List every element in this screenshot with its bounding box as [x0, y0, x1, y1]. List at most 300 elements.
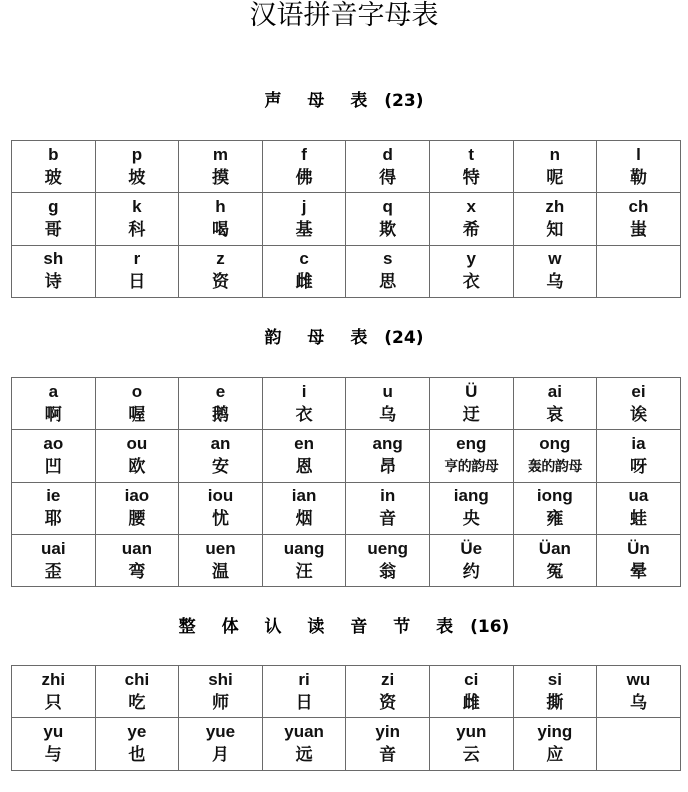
pinyin-letter: ua [628, 486, 649, 506]
example-character: 希 [462, 219, 480, 240]
pinyin-letter: u [382, 381, 393, 401]
table-cell [12, 718, 96, 770]
example-character: 科 [128, 219, 146, 240]
example-character: 衣 [462, 272, 480, 293]
example-character: 佛 [295, 167, 313, 188]
table-cell [346, 666, 430, 718]
letter-entry [12, 141, 95, 192]
table-cell [429, 482, 513, 534]
example-character: 烟 [295, 509, 313, 530]
example-character: 蚩 [629, 219, 647, 240]
example-character: 远 [295, 744, 313, 765]
example-character: 呀 [629, 456, 647, 477]
letter-entry [597, 666, 680, 717]
initials-table [11, 140, 681, 298]
table-cell [513, 378, 597, 430]
table-cell [179, 718, 263, 770]
letter-entry [179, 193, 262, 244]
pinyin-letter: si [547, 669, 562, 689]
example-character: 知 [546, 219, 564, 240]
pinyin-letter: in [380, 486, 396, 506]
pinyin-letter: uan [121, 538, 152, 558]
example-character: 得 [379, 167, 397, 188]
pinyin-letter: h [215, 196, 226, 216]
letter-entry [514, 246, 597, 297]
pinyin-letter: Ü [465, 381, 478, 401]
table-cell [95, 378, 179, 430]
letter-entry [597, 378, 680, 429]
example-character: 吃 [128, 692, 146, 713]
example-character: 呢 [546, 167, 564, 188]
table-cell [597, 193, 681, 245]
page-title: 汉语拼音字母表 [249, 0, 439, 31]
letter-entry [597, 193, 680, 244]
example-character: 坡 [128, 167, 146, 188]
letter-entry [346, 246, 429, 297]
table-cell [179, 534, 263, 586]
example-character: 特 [462, 167, 480, 188]
pinyin-letter: wu [626, 669, 651, 689]
table-cell [597, 482, 681, 534]
letter-entry [430, 666, 513, 717]
table-cell [262, 193, 346, 245]
example-character: 雌 [462, 692, 480, 713]
table-cell [513, 245, 597, 297]
example-character: 忧 [211, 509, 229, 530]
letter-entry [96, 718, 179, 769]
table-row [12, 193, 681, 245]
pinyin-letter: p [131, 144, 143, 164]
table-cell [597, 141, 681, 193]
pinyin-letter: yin [375, 721, 400, 741]
table-cell [513, 718, 597, 770]
example-character: 央 [462, 509, 480, 530]
finals-heading-text: 韵 母 表 [264, 328, 377, 348]
letter-entry [514, 430, 597, 481]
table-cell [95, 430, 179, 482]
example-character: 勒 [629, 167, 647, 188]
table-row [12, 141, 681, 193]
table-cell [12, 534, 96, 586]
example-character: 翁 [379, 561, 397, 582]
letter-entry [179, 430, 262, 481]
pinyin-letter: iao [124, 486, 150, 506]
table-cell [429, 245, 513, 297]
table-cell [262, 666, 346, 718]
example-character: 哀 [546, 404, 564, 425]
example-character: 音 [379, 744, 397, 765]
pinyin-letter: t [468, 144, 475, 164]
table-cell [597, 245, 681, 297]
table-cell [513, 193, 597, 245]
pinyin-letter: ou [126, 433, 148, 453]
letter-entry [12, 535, 95, 586]
table-cell [12, 430, 96, 482]
table-cell [12, 482, 96, 534]
letter-entry [12, 430, 95, 481]
table-cell [179, 141, 263, 193]
table-cell [262, 718, 346, 770]
letter-entry [96, 535, 179, 586]
table-cell [12, 193, 96, 245]
table-cell [429, 193, 513, 245]
table-cell [513, 482, 597, 534]
example-character: 师 [211, 692, 229, 713]
table-cell [95, 141, 179, 193]
letter-entry [179, 141, 262, 192]
letter-entry [514, 666, 597, 717]
table-cell [179, 193, 263, 245]
letter-entry [346, 718, 429, 769]
example-character: 喝 [211, 219, 229, 240]
letter-entry [346, 535, 429, 586]
letter-entry [263, 430, 346, 481]
letter-entry [597, 483, 680, 534]
pinyin-letter: k [132, 196, 142, 216]
letter-entry [179, 535, 262, 586]
example-character: 摸 [211, 167, 229, 188]
table-cell [513, 666, 597, 718]
example-character: 鹅 [211, 404, 229, 425]
example-character: 歪 [44, 561, 62, 582]
pinyin-letter: r [133, 249, 141, 269]
example-character: 乌 [379, 404, 397, 425]
table-cell [12, 141, 96, 193]
table-cell [513, 534, 597, 586]
table-cell [95, 482, 179, 534]
pinyin-letter: ri [298, 669, 310, 689]
pinyin-letter: iong [536, 486, 573, 506]
pinyin-letter: i [301, 381, 307, 401]
letter-entry [430, 483, 513, 534]
table-row [12, 482, 681, 534]
letter-entry [263, 718, 346, 769]
table-cell [513, 141, 597, 193]
example-character: 欺 [379, 219, 397, 240]
table-cell [346, 245, 430, 297]
letter-entry [597, 141, 680, 192]
letter-entry [514, 535, 597, 586]
example-character: 只 [44, 692, 62, 713]
table-cell [429, 378, 513, 430]
table-cell [262, 534, 346, 586]
example-character: 日 [295, 692, 313, 713]
letter-entry [597, 718, 680, 769]
letter-entry [430, 430, 513, 481]
table-cell [12, 245, 96, 297]
pinyin-letter: ying [537, 721, 573, 741]
example-character: 腰 [128, 509, 146, 530]
table-cell [346, 718, 430, 770]
table-cell [346, 378, 430, 430]
table-cell [597, 430, 681, 482]
whole-syllables-heading-text: 整 体 认 读 音 节 表 [178, 617, 463, 637]
table-row [12, 245, 681, 297]
pinyin-letter: chi [124, 669, 150, 689]
table-row [12, 378, 681, 430]
pinyin-letter: ia [631, 433, 646, 453]
pinyin-letter: a [48, 381, 59, 401]
pinyin-letter: ao [43, 433, 64, 453]
example-character: 约 [462, 561, 480, 582]
example-character: 乌 [546, 272, 564, 293]
letter-entry [346, 141, 429, 192]
table-cell [429, 534, 513, 586]
table-cell [597, 378, 681, 430]
pinyin-letter: ian [291, 486, 317, 506]
example-character: 轰的韵母 [527, 458, 582, 475]
pinyin-letter: eng [456, 433, 487, 453]
example-character: 玻 [44, 167, 62, 188]
pinyin-letter: en [294, 433, 314, 453]
pinyin-letter: ye [127, 721, 147, 741]
pinyin-letter: j [301, 196, 307, 216]
pinyin-letter: f [301, 144, 307, 164]
letter-entry [514, 193, 597, 244]
table-row [12, 430, 681, 482]
letter-entry [430, 193, 513, 244]
letter-entry [96, 483, 179, 534]
pinyin-letter: yuan [284, 721, 324, 741]
example-character: 耶 [44, 509, 62, 530]
table-row [12, 666, 681, 718]
initials-count: (23) [384, 91, 424, 111]
example-character: 雍 [546, 509, 564, 530]
example-character: 欧 [128, 456, 146, 477]
letter-entry [597, 535, 680, 586]
example-character: 云 [462, 744, 480, 765]
table-cell [346, 141, 430, 193]
letter-entry [514, 718, 597, 769]
letter-entry [96, 666, 179, 717]
example-character: 也 [128, 744, 146, 765]
table-cell [95, 718, 179, 770]
pinyin-letter: shi [208, 669, 233, 689]
table-cell [262, 482, 346, 534]
table-cell [179, 482, 263, 534]
pinyin-letter: ei [631, 381, 646, 401]
pinyin-letter: ci [464, 669, 479, 689]
table-cell [95, 666, 179, 718]
pinyin-letter: zhi [41, 669, 66, 689]
letter-entry [179, 246, 262, 297]
pinyin-letter: uen [205, 538, 236, 558]
pinyin-letter: zh [545, 196, 565, 216]
finals-heading [0, 328, 688, 348]
letter-entry [263, 246, 346, 297]
table-cell [262, 430, 346, 482]
pinyin-letter: ch [628, 196, 649, 216]
example-character: 昂 [379, 456, 397, 477]
letter-entry [263, 483, 346, 534]
letter-entry [263, 535, 346, 586]
example-character: 撕 [546, 692, 564, 713]
table-row [12, 718, 681, 770]
letter-entry [12, 718, 95, 769]
table-cell [429, 666, 513, 718]
letter-entry [430, 378, 513, 429]
table-cell [12, 666, 96, 718]
example-character: 啊 [44, 404, 62, 425]
letter-entry [597, 246, 680, 297]
pinyin-letter: Üe [460, 538, 483, 558]
example-character: 诶 [629, 404, 647, 425]
letter-entry [179, 666, 262, 717]
letter-entry [263, 193, 346, 244]
pinyin-letter: o [131, 381, 143, 401]
letter-entry [430, 246, 513, 297]
example-character: 哥 [44, 219, 62, 240]
table-cell [429, 430, 513, 482]
pinyin-letter: x [466, 196, 476, 216]
pinyin-letter: yun [456, 721, 487, 741]
letter-entry [12, 246, 95, 297]
example-character: 冤 [546, 561, 564, 582]
example-character: 恩 [295, 456, 313, 477]
pinyin-letter: yu [43, 721, 64, 741]
pinyin-letter: l [636, 144, 641, 164]
letter-entry [96, 430, 179, 481]
pinyin-letter: ueng [367, 538, 408, 558]
example-character: 亨的韵母 [444, 458, 499, 475]
letter-entry [12, 193, 95, 244]
table-cell [346, 534, 430, 586]
table-cell [597, 718, 681, 770]
example-character: 雌 [295, 272, 313, 293]
letter-entry [263, 378, 346, 429]
letter-entry [346, 193, 429, 244]
example-character: 弯 [128, 561, 146, 582]
letter-entry [96, 193, 179, 244]
pinyin-letter: ie [46, 486, 61, 506]
example-character: 资 [211, 272, 229, 293]
letter-entry [12, 483, 95, 534]
pinyin-letter: ong [539, 433, 571, 453]
table-cell [95, 245, 179, 297]
letter-entry [179, 378, 262, 429]
whole-syllables-count: (16) [470, 617, 510, 637]
letter-entry [12, 378, 95, 429]
letter-entry [263, 141, 346, 192]
pinyin-letter: uai [41, 538, 66, 558]
letter-entry [346, 483, 429, 534]
example-character: 基 [295, 219, 313, 240]
letter-entry [263, 666, 346, 717]
initials-heading-text: 声 母 表 [264, 91, 377, 111]
letter-entry [346, 430, 429, 481]
letter-entry [96, 378, 179, 429]
letter-entry [96, 141, 179, 192]
example-character: 衣 [295, 404, 313, 425]
table-cell [262, 378, 346, 430]
pinyin-letter: yue [205, 721, 236, 741]
pinyin-letter: m [212, 144, 229, 164]
example-character: 凹 [44, 456, 62, 477]
table-row [12, 534, 681, 586]
example-character: 晕 [629, 561, 647, 582]
letter-entry [12, 666, 95, 717]
example-character: 安 [211, 456, 229, 477]
example-character: 蛙 [629, 509, 647, 530]
pinyin-letter: iang [453, 486, 489, 506]
pinyin-letter: uang [283, 538, 325, 558]
table-cell [597, 534, 681, 586]
letter-entry [179, 483, 262, 534]
table-cell [429, 718, 513, 770]
table-cell [513, 430, 597, 482]
table-cell [179, 245, 263, 297]
example-character: 诗 [44, 272, 62, 293]
pinyin-letter: sh [43, 249, 64, 269]
pinyin-letter: Üan [538, 538, 571, 558]
table-cell [262, 141, 346, 193]
pinyin-letter: an [210, 433, 231, 453]
pinyin-letter: g [48, 196, 59, 216]
letter-entry [430, 718, 513, 769]
pinyin-letter: b [48, 144, 59, 164]
pinyin-letter: iou [207, 486, 234, 506]
pinyin-letter: ang [372, 433, 403, 453]
table-cell [179, 430, 263, 482]
table-cell [95, 534, 179, 586]
pinyin-letter: zi [381, 669, 395, 689]
finals-table [11, 377, 681, 587]
table-cell [346, 193, 430, 245]
example-character: 温 [211, 561, 229, 582]
pinyin-letter: Ün [627, 538, 650, 558]
table-cell [429, 141, 513, 193]
letter-entry [430, 141, 513, 192]
pinyin-letter: s [382, 249, 393, 269]
letter-entry [430, 535, 513, 586]
letter-entry [514, 483, 597, 534]
table-cell [346, 482, 430, 534]
example-character: 喔 [128, 404, 146, 425]
example-character: 应 [546, 744, 564, 765]
pinyin-letter: ai [547, 381, 562, 401]
pinyin-letter: e [215, 381, 226, 401]
example-character: 与 [44, 744, 62, 765]
pinyin-letter: c [299, 249, 309, 269]
letter-entry [597, 430, 680, 481]
letter-entry [179, 718, 262, 769]
table-cell [12, 378, 96, 430]
pinyin-letter: w [548, 249, 562, 269]
table-cell [597, 666, 681, 718]
pinyin-letter: d [382, 144, 393, 164]
whole-syllables-heading [0, 617, 688, 637]
example-character: 日 [128, 272, 146, 293]
pinyin-letter: q [382, 196, 393, 216]
example-character: 思 [379, 272, 397, 293]
example-character: 资 [379, 692, 397, 713]
example-character: 汪 [295, 561, 313, 582]
letter-entry [96, 246, 179, 297]
pinyin-letter: y [466, 249, 476, 269]
letter-entry [514, 141, 597, 192]
example-character: 迂 [462, 404, 480, 425]
pinyin-letter: n [549, 144, 561, 164]
example-character: 乌 [629, 692, 647, 713]
letter-entry [346, 378, 429, 429]
table-cell [346, 430, 430, 482]
pinyin-letter: z [216, 249, 225, 269]
table-cell [95, 193, 179, 245]
initials-heading [0, 91, 688, 111]
table-cell [179, 666, 263, 718]
table-cell [179, 378, 263, 430]
table-cell [262, 245, 346, 297]
